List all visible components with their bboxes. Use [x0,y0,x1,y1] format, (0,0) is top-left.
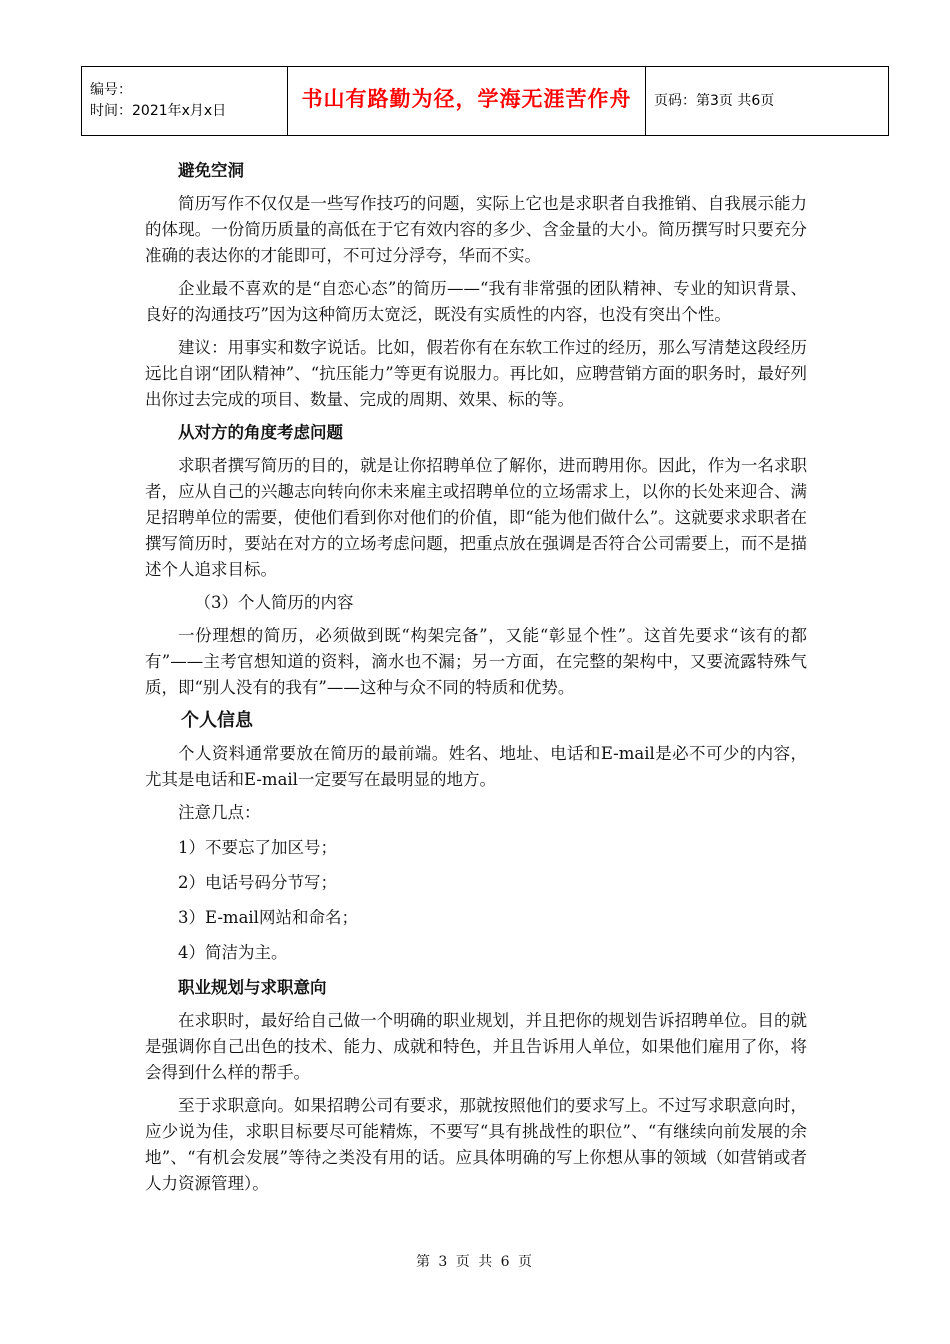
paragraph: 简历写作不仅仅是一些写作技巧的问题，实际上它也是求职者自我推销、自我展示能力的体现。一份简历质量的高低在于它有效内容的多少、含金量的大小。简历撰写时只要充分准确的表达你的才能即可，不可过分浮夸，华而不实。 [145,194,807,265]
list-item: 3）E-mail网站和命名； [178,908,358,927]
paragraph: 建议：用事实和数字说话。比如，假若你有在东软工作过的经历，那么写清楚这段经历远比自诩“团队精神”、“抗压能力”等更有说服力。再比如，应聘营销方面的职务时，最好列出你过去完成的项目、数量、完成的周期、效果、标的等。 [145,338,807,409]
paragraph: 一份理想的简历，必须做到既“构架完备”，又能“彰显个性”。这首先要求“该有的都有”——主考官想知道的资料，滴水也不漏；另一方面，在完整的架构中，又要流露特殊气质，即“别人没有的我有”——这种与众不同的特质和优势。 [145,626,807,697]
header-page-number: 页码：第3页 共6页 [654,92,775,109]
list-item: 2）电话号码分节写； [178,873,337,892]
section-heading-avoid-emptiness: 避免空洞 [178,161,244,180]
list-item: 1）不要忘了加区号； [178,838,337,857]
paragraph: 企业最不喜欢的是“自恋心态”的简历——“我有非常强的团队精神、专业的知识背景、良好的沟通技巧”因为这种简历太宽泛，既没有实质性的内容，也没有突出个性。 [145,279,807,324]
paragraph: 在求职时，最好给自己做一个明确的职业规划，并且把你的规划告诉招聘单位。目的就是强调你自己出色的技术、能力、成就和特色，并且告诉用人单位，如果他们雇用了你，将会得到什么样的帮手。 [145,1011,807,1082]
header-page-cell [646,67,889,136]
notes-label: 注意几点： [178,803,261,822]
list-item: 4）简洁为主。 [178,943,288,962]
page-footer: 第 3 页 共 6 页 [415,1254,535,1270]
section-heading-employer-perspective: 从对方的角度考虑问题 [178,423,343,442]
document-number-label: 编号： [90,82,132,98]
header-motto-cell [288,67,646,136]
paragraph: 求职者撰写简历的目的，就是让你招聘单位了解你，进而聘用你。因此，作为一名求职者，应从自己的兴趣志向转向你未来雇主或招聘单位的立场需求上，以你的长处来迎合、满足招聘单位的需要，使他们看到你对他们的价值，即“能为他们做什么”。这就要求求职者在撰写简历时，要站在对方的立场考虑问题，把重点放在强调是否符合公司需要上，而不是描述个人追求目标。 [145,456,807,579]
header-meta-cell [82,67,288,136]
paragraph: 至于求职意向。如果招聘公司有要求，那就按照他们的要求写上。不过写求职意向时，应少说为佳，求职目标要尽可能精炼，不要写“具有挑战性的职位”、“有继续向前发展的余地”、“有机会发展”等待之类没有用的话。应具体明确的写上你想从事的领域（如营销或者人力资源管理）。 [145,1096,807,1193]
header-motto: 书山有路勤为径，学海无涯苦作舟 [301,87,632,111]
page-header [81,66,889,136]
section-heading-personal-info: 个人信息 [181,710,253,731]
subsection-heading-resume-content: （3）个人简历的内容 [194,593,354,612]
section-heading-career-plan: 职业规划与求职意向 [178,978,327,997]
paragraph: 个人资料通常要放在简历的最前端。姓名、地址、电话和E-mail是必不可少的内容，尤其是电话和E-mail一定要写在最明显的地方。 [145,744,807,789]
document-body [145,158,807,1204]
document-date-label: 时间：2021年x月x日 [90,103,227,119]
